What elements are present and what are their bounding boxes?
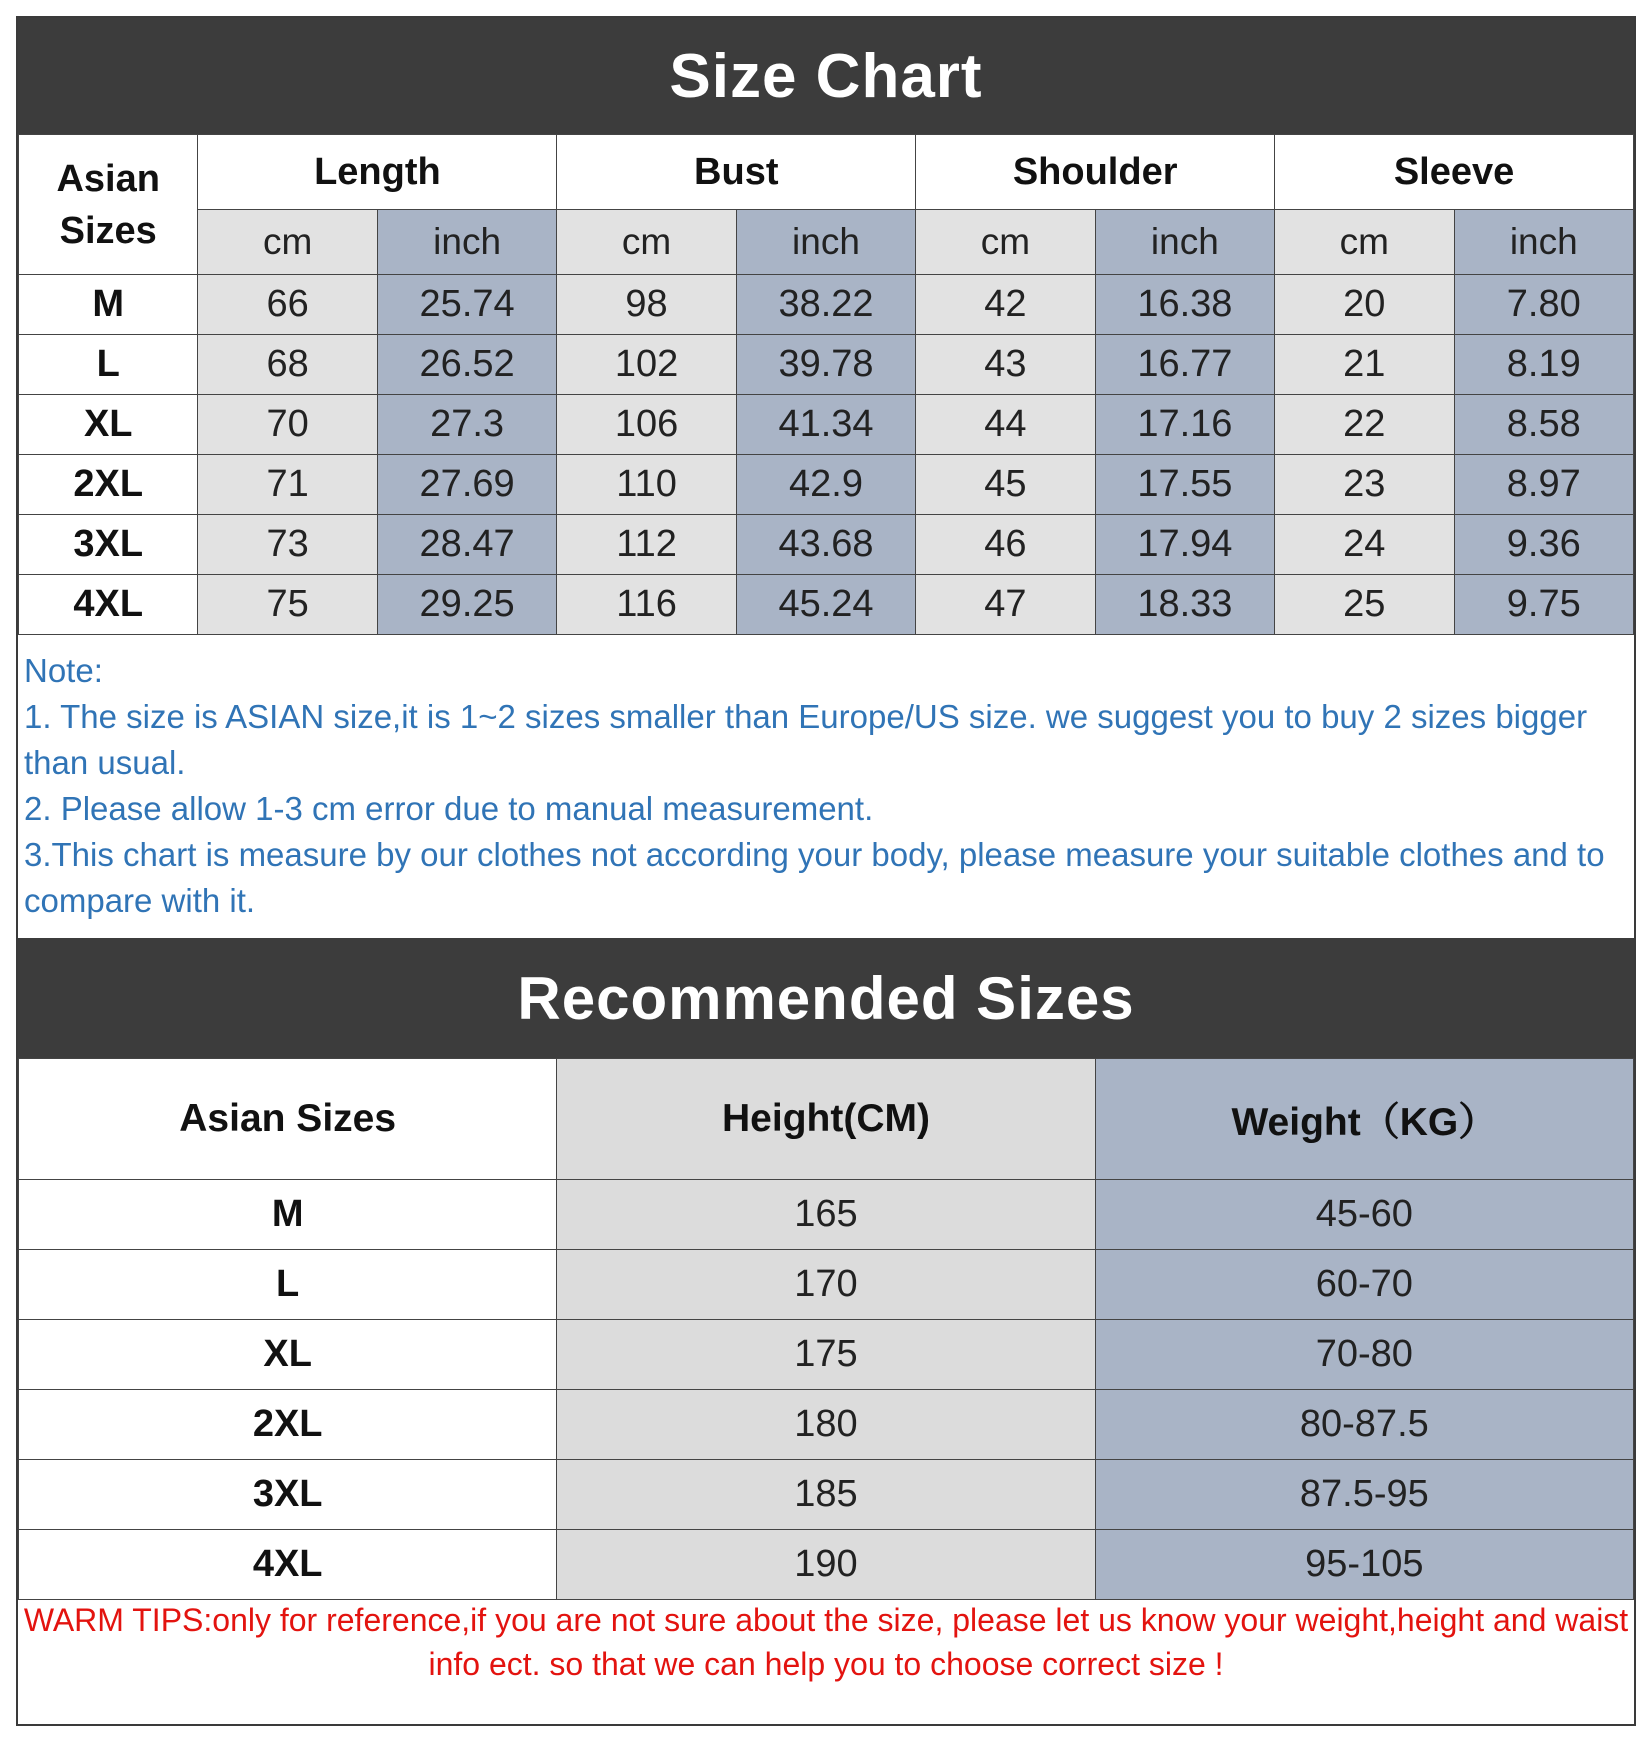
recommended-row — [19, 1530, 1634, 1600]
cm-value-cell: 23 — [1275, 455, 1454, 515]
rec-header-asian-sizes: Asian Sizes — [19, 1059, 557, 1180]
size-row — [19, 395, 1634, 455]
recommended-row — [19, 1390, 1634, 1460]
rec-size-label: L — [19, 1250, 557, 1320]
rec-size-label: M — [19, 1180, 557, 1250]
size-label: M — [19, 275, 198, 335]
header-bust: Bust — [557, 135, 916, 210]
header-shoulder: Shoulder — [916, 135, 1275, 210]
recommended-sizes-table — [18, 1058, 1634, 1600]
recommended-sizes-title: Recommended Sizes — [18, 938, 1634, 1058]
rec-weight-cell: 70-80 — [1095, 1320, 1633, 1390]
rec-size-label: 3XL — [19, 1460, 557, 1530]
cm-value-cell: 71 — [198, 455, 377, 515]
rec-height-cell: 180 — [557, 1390, 1095, 1460]
size-row — [19, 335, 1634, 395]
unit-cm: cm — [916, 210, 1095, 275]
rec-header-weight: Weight（KG） — [1095, 1059, 1633, 1180]
cm-value-cell: 44 — [916, 395, 1095, 455]
size-row — [19, 515, 1634, 575]
rec-header-height: Height(CM) — [557, 1059, 1095, 1180]
rec-height-cell: 165 — [557, 1180, 1095, 1250]
inch-value-cell: 16.77 — [1095, 335, 1274, 395]
note-line-3: 3.This chart is measure by our clothes not according your body, please measure your suitable clothes and to compare with it. — [24, 836, 1605, 919]
size-chart-body — [19, 275, 1634, 635]
header-sleeve: Sleeve — [1275, 135, 1634, 210]
cm-value-cell: 116 — [557, 575, 736, 635]
note-line-2: 2. Please allow 1-3 cm error due to manual measurement. — [24, 790, 874, 827]
cm-value-cell: 47 — [916, 575, 1095, 635]
inch-value-cell: 18.33 — [1095, 575, 1274, 635]
rec-height-cell: 175 — [557, 1320, 1095, 1390]
size-row — [19, 575, 1634, 635]
rec-size-label: XL — [19, 1320, 557, 1390]
rec-weight-cell: 87.5-95 — [1095, 1460, 1633, 1530]
inch-value-cell: 8.97 — [1454, 455, 1633, 515]
cm-value-cell: 66 — [198, 275, 377, 335]
inch-value-cell: 17.16 — [1095, 395, 1274, 455]
inch-value-cell: 26.52 — [377, 335, 556, 395]
inch-value-cell: 28.47 — [377, 515, 556, 575]
unit-inch: inch — [736, 210, 915, 275]
notes-heading: Note: — [24, 652, 103, 689]
cm-value-cell: 46 — [916, 515, 1095, 575]
size-label: 4XL — [19, 575, 198, 635]
cm-value-cell: 68 — [198, 335, 377, 395]
rec-size-label: 4XL — [19, 1530, 557, 1600]
cm-value-cell: 42 — [916, 275, 1095, 335]
cm-value-cell: 98 — [557, 275, 736, 335]
inch-value-cell: 29.25 — [377, 575, 556, 635]
inch-value-cell: 45.24 — [736, 575, 915, 635]
cm-value-cell: 25 — [1275, 575, 1454, 635]
cm-value-cell: 21 — [1275, 335, 1454, 395]
cm-value-cell: 73 — [198, 515, 377, 575]
rec-weight-cell: 95-105 — [1095, 1530, 1633, 1600]
size-chart-table — [18, 134, 1634, 635]
cm-value-cell: 112 — [557, 515, 736, 575]
warm-tips: WARM TIPS:only for reference,if you are not sure about the size, please let us know your weight,height and waist info ect. so that we can help you to choose correct size ! — [23, 1602, 1629, 1682]
cm-value-cell: 43 — [916, 335, 1095, 395]
inch-value-cell: 41.34 — [736, 395, 915, 455]
unit-cm: cm — [557, 210, 736, 275]
rec-height-cell: 185 — [557, 1460, 1095, 1530]
cm-value-cell: 110 — [557, 455, 736, 515]
unit-inch: inch — [1454, 210, 1633, 275]
inch-value-cell: 7.80 — [1454, 275, 1633, 335]
cm-value-cell: 75 — [198, 575, 377, 635]
note-line-1: 1. The size is ASIAN size,it is 1~2 sizes smaller than Europe/US size. we suggest you to buy 2 sizes bigger than usual. — [24, 698, 1588, 781]
recommended-row — [19, 1180, 1634, 1250]
recommended-row — [19, 1250, 1634, 1320]
cm-value-cell: 22 — [1275, 395, 1454, 455]
inch-value-cell: 8.58 — [1454, 395, 1633, 455]
cm-value-cell: 24 — [1275, 515, 1454, 575]
unit-cm: cm — [1275, 210, 1454, 275]
cm-value-cell: 102 — [557, 335, 736, 395]
size-label: XL — [19, 395, 198, 455]
recommended-sizes-body — [19, 1180, 1634, 1600]
notes-block — [24, 648, 1624, 924]
unit-inch: inch — [1095, 210, 1274, 275]
size-label: L — [19, 335, 198, 395]
inch-value-cell: 27.69 — [377, 455, 556, 515]
inch-value-cell: 17.94 — [1095, 515, 1274, 575]
cm-value-cell: 70 — [198, 395, 377, 455]
size-row — [19, 455, 1634, 515]
size-row — [19, 275, 1634, 335]
inch-value-cell: 9.36 — [1454, 515, 1633, 575]
inch-value-cell: 8.19 — [1454, 335, 1633, 395]
rec-weight-cell: 80-87.5 — [1095, 1390, 1633, 1460]
size-chart-title: Size Chart — [18, 18, 1634, 134]
rec-weight-cell: 60-70 — [1095, 1250, 1633, 1320]
inch-value-cell: 17.55 — [1095, 455, 1274, 515]
recommended-row — [19, 1320, 1634, 1390]
cm-value-cell: 20 — [1275, 275, 1454, 335]
size-chart-frame — [16, 16, 1636, 1726]
rec-height-cell: 170 — [557, 1250, 1095, 1320]
rec-size-label: 2XL — [19, 1390, 557, 1460]
inch-value-cell: 39.78 — [736, 335, 915, 395]
asian-sizes-header: Asian Sizes — [19, 135, 198, 275]
inch-value-cell: 42.9 — [736, 455, 915, 515]
inch-value-cell: 16.38 — [1095, 275, 1274, 335]
inch-value-cell: 38.22 — [736, 275, 915, 335]
unit-inch: inch — [377, 210, 556, 275]
header-length: Length — [198, 135, 557, 210]
cm-value-cell: 106 — [557, 395, 736, 455]
inch-value-cell: 43.68 — [736, 515, 915, 575]
unit-cm: cm — [198, 210, 377, 275]
inch-value-cell: 25.74 — [377, 275, 556, 335]
size-label: 2XL — [19, 455, 198, 515]
rec-height-cell: 190 — [557, 1530, 1095, 1600]
rec-weight-cell: 45-60 — [1095, 1180, 1633, 1250]
inch-value-cell: 9.75 — [1454, 575, 1633, 635]
size-label: 3XL — [19, 515, 198, 575]
recommended-row — [19, 1460, 1634, 1530]
cm-value-cell: 45 — [916, 455, 1095, 515]
inch-value-cell: 27.3 — [377, 395, 556, 455]
